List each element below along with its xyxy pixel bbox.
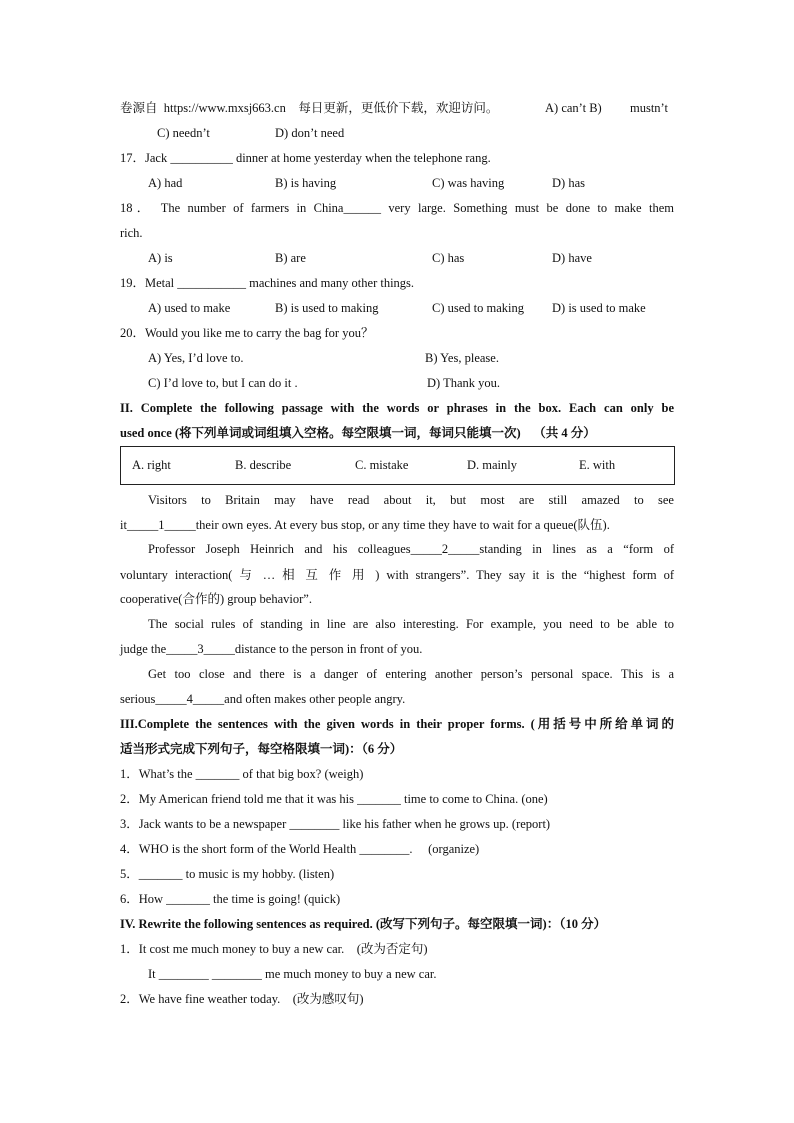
section4-item-1: 1．It cost me much money to buy a new car. (改为否定句)	[120, 942, 428, 956]
section4-item-2: 2．We have fine weather today. (改为感叹句)	[120, 992, 364, 1006]
q16-option-c: C) needn’t	[157, 126, 210, 140]
passage-p4-line2: serious_____4_____and often makes other people angry.	[120, 692, 406, 706]
q17-option-c: C) was having	[432, 176, 505, 190]
q19-option-b: B) is used to making	[275, 301, 379, 315]
q20-stem: 20．Would you like me to carry the bag for you？	[120, 326, 374, 340]
section3-item-1: 1．What’s the _______ of that big box? (weigh)	[120, 767, 364, 781]
word-box-item-e: E. with	[579, 458, 616, 472]
word-box-item-b: B. describe	[235, 458, 292, 472]
q18-option-c: C) has	[432, 251, 465, 265]
q16-option-b-text: mustn’t	[630, 101, 668, 115]
passage-p3-line1: The social rules of standing in line are also interesting. For example, you need to be able to	[148, 617, 674, 631]
q20-option-d: D) Thank you.	[427, 376, 501, 390]
section3-item-2: 2．My American friend told me that it was his _______ time to come to China. (one)	[120, 792, 548, 806]
passage-p4-line1: Get too close and there is a danger of entering another person’s personal space. This is a	[148, 667, 674, 681]
section3-item-3: 3．Jack wants to be a newspaper ________ like his father when he grows up. (report)	[120, 817, 551, 831]
passage-p1-line1: Visitors to Britain may have read about it, but most are still amazed to see	[148, 493, 674, 507]
q17-option-a: A) had	[148, 176, 183, 190]
q18-option-d: D) have	[552, 251, 592, 265]
q17-stem: 17．Jack __________ dinner at home yesterday when the telephone rang.	[120, 151, 491, 165]
section4-item-1-answer: It ________ ________ me much money to buy a new car.	[148, 967, 437, 981]
word-box-item-a: A. right	[132, 458, 171, 472]
section3-title-line2: 适当形式完成下列句子，每空格限填一词)：（6 分）	[120, 742, 403, 756]
section4-title: IV. Rewrite the following sentences as required. (改写下列句子。每空限填一词)：（10 分）	[120, 917, 607, 931]
section3-item-4: 4．WHO is the short form of the World Health ________. (organize)	[120, 842, 480, 856]
q18-option-a: A) is	[148, 251, 173, 265]
q16-option-d: D) don’t need	[275, 126, 345, 140]
q16-options-ab: A) can’t B)	[545, 101, 602, 115]
section2-title-line2: used once (将下列单词或词组填入空格。每空限填一词，每词只能填一次) （共 4 分）	[120, 426, 596, 440]
section3-title-line1: III.Complete the sentences with the given words in their proper forms. (用括号中所给单词的	[120, 717, 674, 731]
q18-stem-cont: rich.	[120, 226, 143, 240]
q19-option-d: D) is used to make	[552, 301, 646, 315]
section3-item-5: 5．_______ to music is my hobby. (listen)	[120, 867, 335, 881]
q20-option-c: C) I’d love to, but I can do it .	[148, 376, 298, 390]
passage-p2-line2: voluntary interaction( 与 … 相 互 作 用 ) with strangers”. They say it is the “highest form of	[120, 568, 674, 582]
q19-stem: 19．Metal ___________ machines and many other things.	[120, 276, 415, 290]
q18-option-b: B) are	[275, 251, 306, 265]
q17-option-d: D) has	[552, 176, 585, 190]
q17-option-b: B) is having	[275, 176, 337, 190]
q20-option-b: B) Yes, please.	[425, 351, 499, 365]
q19-option-c: C) used to making	[432, 301, 525, 315]
word-box-item-d: D. mainly	[467, 458, 517, 472]
q19-option-a: A) used to make	[148, 301, 231, 315]
passage-p1-line2: it_____1_____their own eyes. At every bus stop, or any time they have to wait for a queue(队伍).	[120, 518, 610, 532]
word-box	[120, 446, 675, 485]
q18-stem: 18． The number of farmers in China______ very large. Something must be done to make them	[120, 201, 674, 215]
passage-p3-line2: judge the_____3_____distance to the person in front of you.	[120, 642, 423, 656]
passage-p2-line3: cooperative(合作的) group behavior”.	[120, 592, 312, 606]
section2-title-line1: II. Complete the following passage with the words or phrases in the box. Each can only be	[120, 401, 674, 415]
section3-item-6: 6．How _______ the time is going! (quick)	[120, 892, 341, 906]
q20-option-a: A) Yes, I’d love to.	[148, 351, 244, 365]
source-line: 卷源自 https://www.mxsj663.cn 每日更新，更低价下载，欢迎访问。	[120, 101, 499, 115]
word-box-item-c: C. mistake	[355, 458, 409, 472]
passage-p2-line1: Professor Joseph Heinrich and his colleagues_____2_____standing in lines as a “form of	[148, 542, 674, 556]
